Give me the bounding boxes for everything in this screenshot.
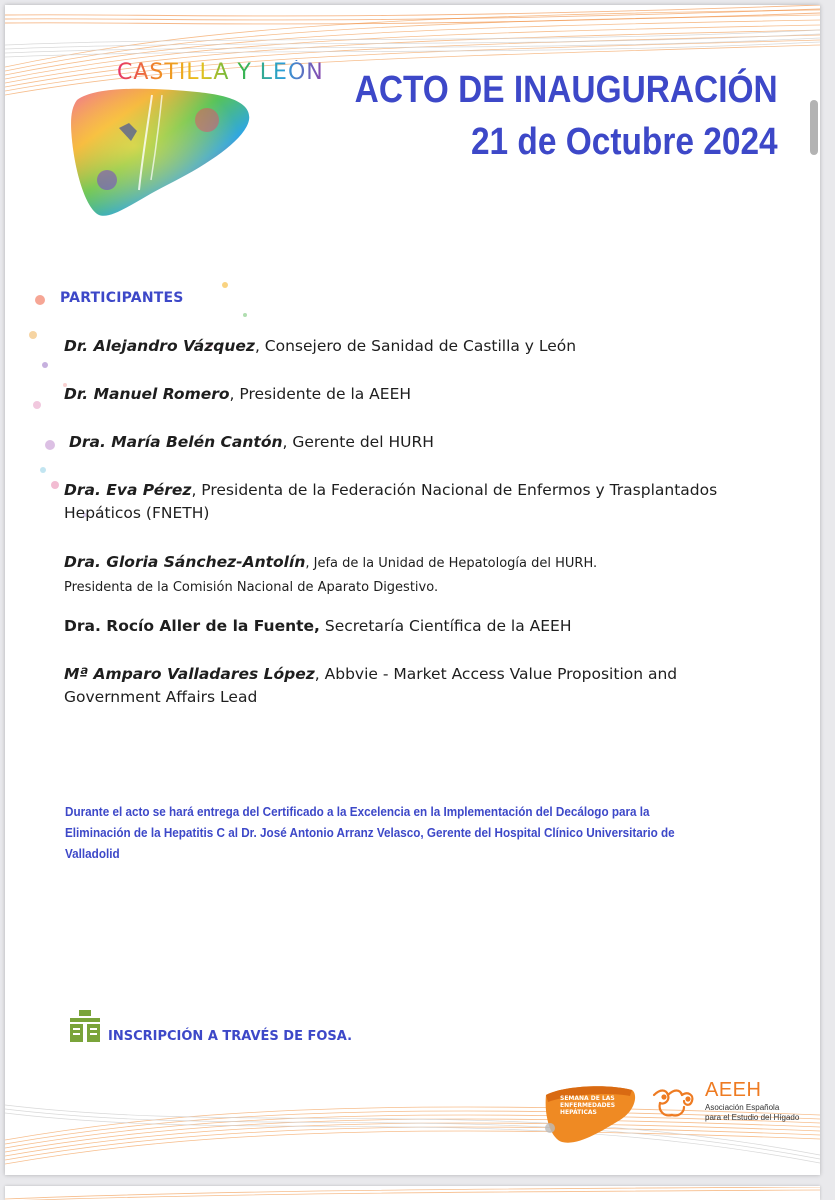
list-item: Dra. María Belén Cantón, Gerente del HURH bbox=[69, 433, 434, 451]
list-item: Dr. Alejandro Vázquez, Consejero de Sanidad de Castilla y León bbox=[64, 337, 577, 355]
aeeh-logo-text: AEEH bbox=[705, 1079, 762, 1101]
aeeh-logo-icon bbox=[650, 1085, 698, 1121]
event-date: 21 de Octubre 2024 bbox=[471, 121, 778, 163]
award-line1: Durante el acto se hará entrega del Certificado a la Excelencia en la Implementación del Decálogo para la bbox=[65, 804, 650, 819]
document-page bbox=[5, 5, 820, 1175]
region-title: CASTILLA Y LEÓN bbox=[117, 60, 324, 85]
aeeh-full-name: Asociación Española para el Estudio del Hígado bbox=[705, 1103, 800, 1122]
list-item: Dr. Manuel Romero, Presidente de la AEEH bbox=[64, 385, 412, 403]
liver-logo bbox=[67, 80, 257, 225]
participants-heading: PARTICIPANTES bbox=[60, 290, 184, 306]
award-line2: Eliminación de la Hepatitis C al Dr. José Antonio Arranz Velasco, Gerente del Hospital Clínico Universitario de Valladolid bbox=[65, 825, 675, 861]
scrollbar-thumb[interactable] bbox=[810, 100, 818, 155]
event-title-line1: ACTO DE INAUGURACIÓN bbox=[355, 69, 778, 111]
list-item: Dra. Rocío Aller de la Fuente, Secretaría Científica de la AEEH bbox=[64, 617, 572, 635]
next-page-waves bbox=[5, 1187, 820, 1200]
event-title bbox=[355, 67, 778, 165]
registration-note: INSCRIPCIÓN A TRAVÉS DE FOSA. bbox=[108, 1029, 353, 1044]
liver-week-label: SEMANA DE LAS ENFERMEDADES HEPÁTICAS bbox=[560, 1095, 616, 1116]
next-page-edge bbox=[5, 1186, 820, 1200]
list-item: Dra. Eva Pérez, Presidenta de la Federación Nacional de Enfermos y Trasplantados Hepáticos (FNETH) bbox=[64, 481, 718, 522]
fosa-logo-icon bbox=[70, 1010, 100, 1042]
list-item: Mª Amparo Valladares López, Abbvie - Market Access Value Proposition and Government Affairs Lead bbox=[64, 665, 678, 706]
award-note bbox=[65, 801, 722, 864]
list-item: Dra. Gloria Sánchez-Antolín, Jefa de la Unidad de Hepatología del HURH. Presidenta de la Comisión Nacional de Aparato Digestivo. bbox=[64, 553, 598, 595]
